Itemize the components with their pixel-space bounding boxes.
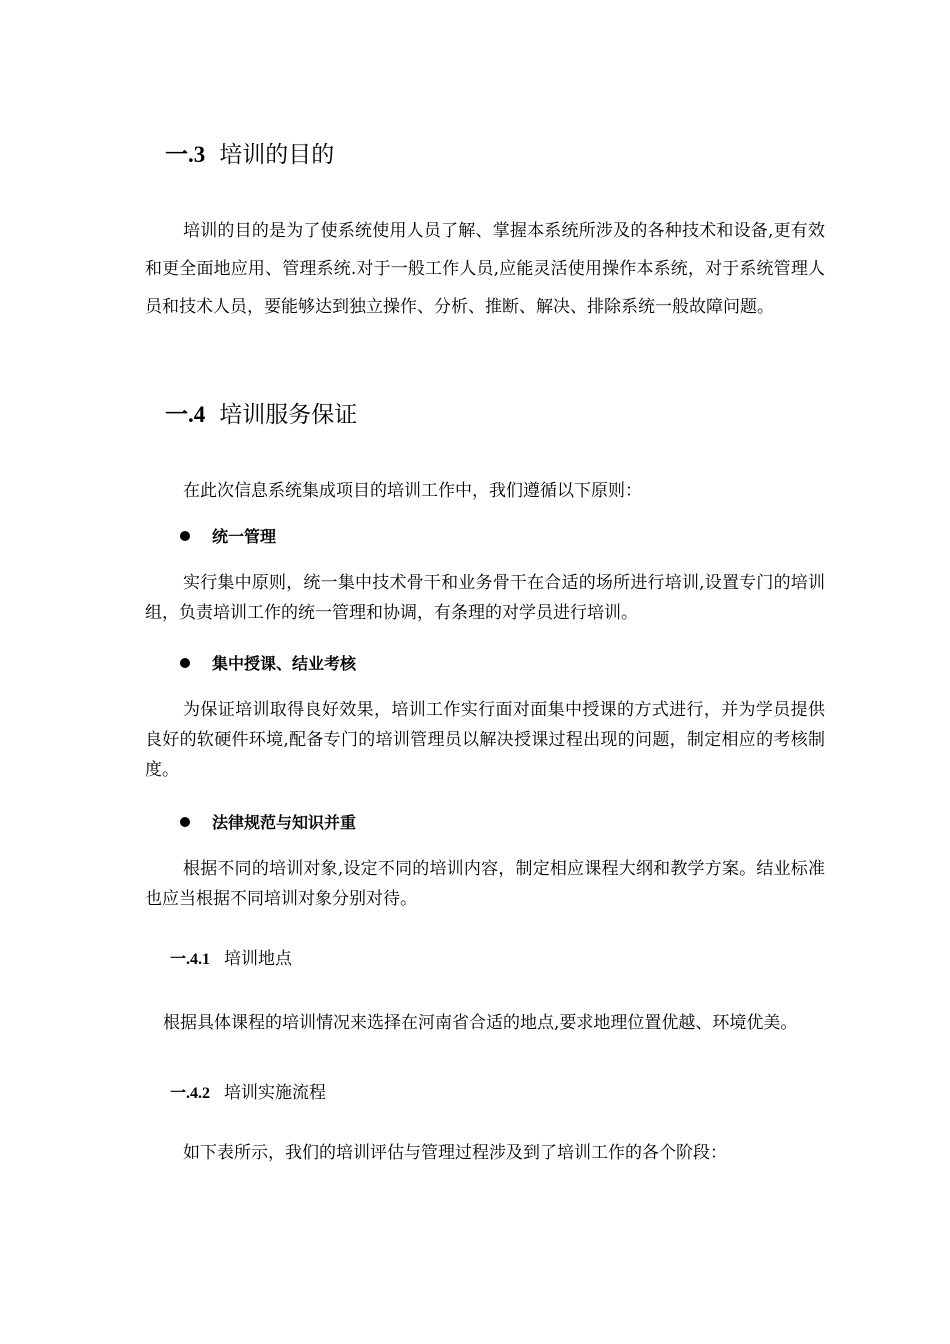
section-number: 一.4: [165, 402, 206, 427]
flow-intro-paragraph: 如下表所示，我们的培训评估与管理过程涉及到了培训工作的各个阶段：: [183, 1143, 727, 1163]
unified-management-paragraph: 实行集中原则，统一集中技术骨干和业务骨干在合适的场所进行培训,设置专门的培训组，负责培训工作的统一管理和协调，有条理的对学员进行培训。: [145, 573, 825, 623]
location-paragraph: 根据具体课程的培训情况来选择在河南省合适的地点,要求地理位置优越、环境优美。: [163, 1013, 798, 1033]
section-heading-1-4: [165, 396, 357, 429]
section-number: 一.4.1: [170, 951, 211, 968]
section-title: 培训服务保证: [219, 402, 358, 428]
bullet-label: 集中授课、结业考核: [212, 654, 357, 673]
bullet-unified-management: [180, 524, 276, 547]
bullet-dot-icon: [180, 658, 190, 668]
purpose-paragraph: 培训的目的是为了使系统使用人员了解、掌握本系统所涉及的各种技术和设备,更有效和更全面地应用、管理系统.对于一般工作人员,应能灵活使用操作本系统，对于系统管理人员和技术人员，要能够达到独立操作、分析、推断、解决、排除系统一般故障问题。: [145, 221, 825, 317]
principles-intro: 在此次信息系统集成项目的培训工作中，我们遵循以下原则：: [183, 481, 642, 501]
section-title: 培训的目的: [219, 142, 335, 168]
section-title: 培训地点: [224, 949, 293, 969]
section-number: 一.4.2: [170, 1085, 211, 1102]
bullet-dot-icon: [180, 531, 190, 541]
bullet-label: 法律规范与知识并重: [212, 813, 357, 832]
section-title: 培训实施流程: [224, 1083, 327, 1103]
section-heading-1-4-2: [170, 1078, 326, 1103]
bullet-centralized-teaching: [180, 651, 356, 674]
section-heading-1-3: [165, 136, 334, 169]
bullet-label: 统一管理: [212, 527, 277, 546]
law-and-knowledge-paragraph: 根据不同的培训对象,设定不同的培训内容，制定相应课程大纲和教学方案。结业标准也应当根据不同培训对象分别对待。: [145, 859, 825, 909]
bullet-dot-icon: [180, 817, 190, 827]
centralized-teaching-paragraph: 为保证培训取得良好效果，培训工作实行面对面集中授课的方式进行，并为学员提供良好的软硬件环境,配备专门的培训管理员以解决授课过程出现的问题，制定相应的考核制度。: [145, 700, 825, 780]
section-number: 一.3: [165, 142, 206, 167]
bullet-law-and-knowledge: [180, 810, 356, 833]
section-heading-1-4-1: [170, 944, 292, 969]
